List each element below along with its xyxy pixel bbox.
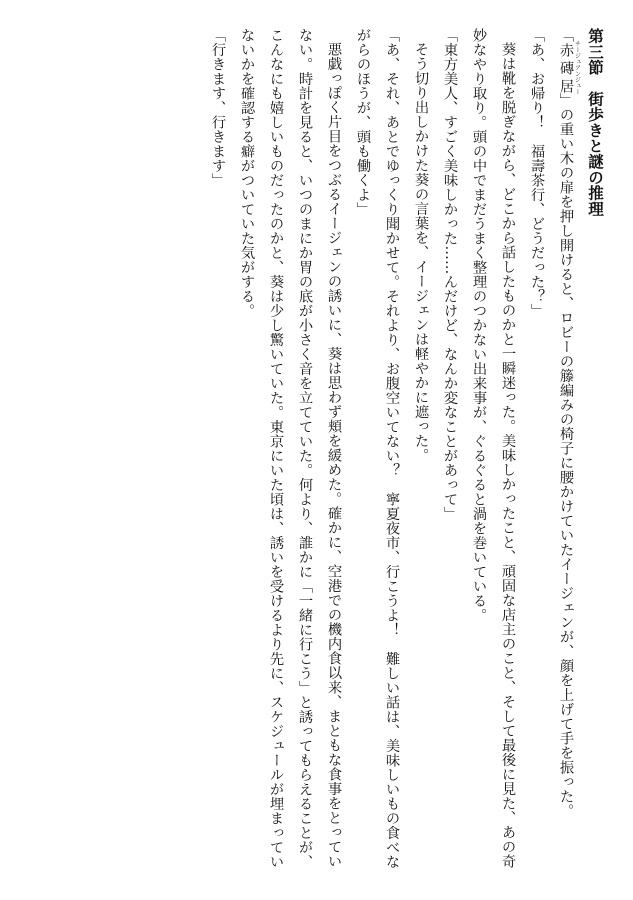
quote-open: 「 [558, 28, 574, 43]
vertical-text-body [24, 28, 609, 872]
paragraph-6: 「あ、それ、あとでゆっくり聞かせて。それより、お腹空いてない？ 寧夏夜市、行こうよ！ 難しい話は、美味しいもの食べながらのほうが、頭も働くよ」 [355, 28, 400, 869]
ruby-reading: チージュアンジュー [573, 40, 581, 95]
paragraph-8: 「行きます、行きます」 [210, 28, 226, 188]
quote-close: 」 [558, 93, 574, 108]
paragraph-1-text: の重い木の扉を押し開けると、ロビーの籐編みの椅子に腰かけていたイージェンが、顔を上げて手を振った。 [558, 107, 574, 818]
paragraph-4: 「東方美人、すごく美味しかった……んだけど、なんか変なことがあって」 [442, 28, 458, 521]
paragraph-3: 葵は靴を脱ぎながら、どこから話したものかと一瞬迷った。美味しかったこと、頑固な店主のこと、そして最後に見た、あの奇妙なやり取り。頭の中でまだうまく整理のつかない出来事が、ぐるぐると渦を巻いている。 [471, 28, 516, 869]
ruby-shop-name [558, 40, 581, 95]
paragraph-1 [551, 28, 580, 872]
ruby-base: 赤磚居 [558, 40, 574, 95]
paragraph-2: 「あ、お帰り！ 福壽茶行、どうだった？」 [529, 28, 545, 318]
paragraph-7: 悪戯っぽく片目をつぶるイージェンの誘いに、葵は思わず頬を緩めた。確かに、空港での機内食以来、まともな食事をとっていない。時計を見ると、いつのまにか胃の底が小さく音を立てていた。何より、誰かに「一緒に行こう」と誘ってもらえることが、こんなにも嬉しいものだったのかと、葵は少し驚いていた。東京にいた頃は、誘いを受けるより先に、スケジュールが埋まっていないかを確認する癖がついていた気がする。 [239, 28, 342, 869]
paragraph-5: そう切り出しかけた葵の言葉を、イージェンは軽やかに遮った。 [413, 42, 429, 463]
section-heading: 第三節 街歩きと謎の推理 [586, 28, 604, 217]
